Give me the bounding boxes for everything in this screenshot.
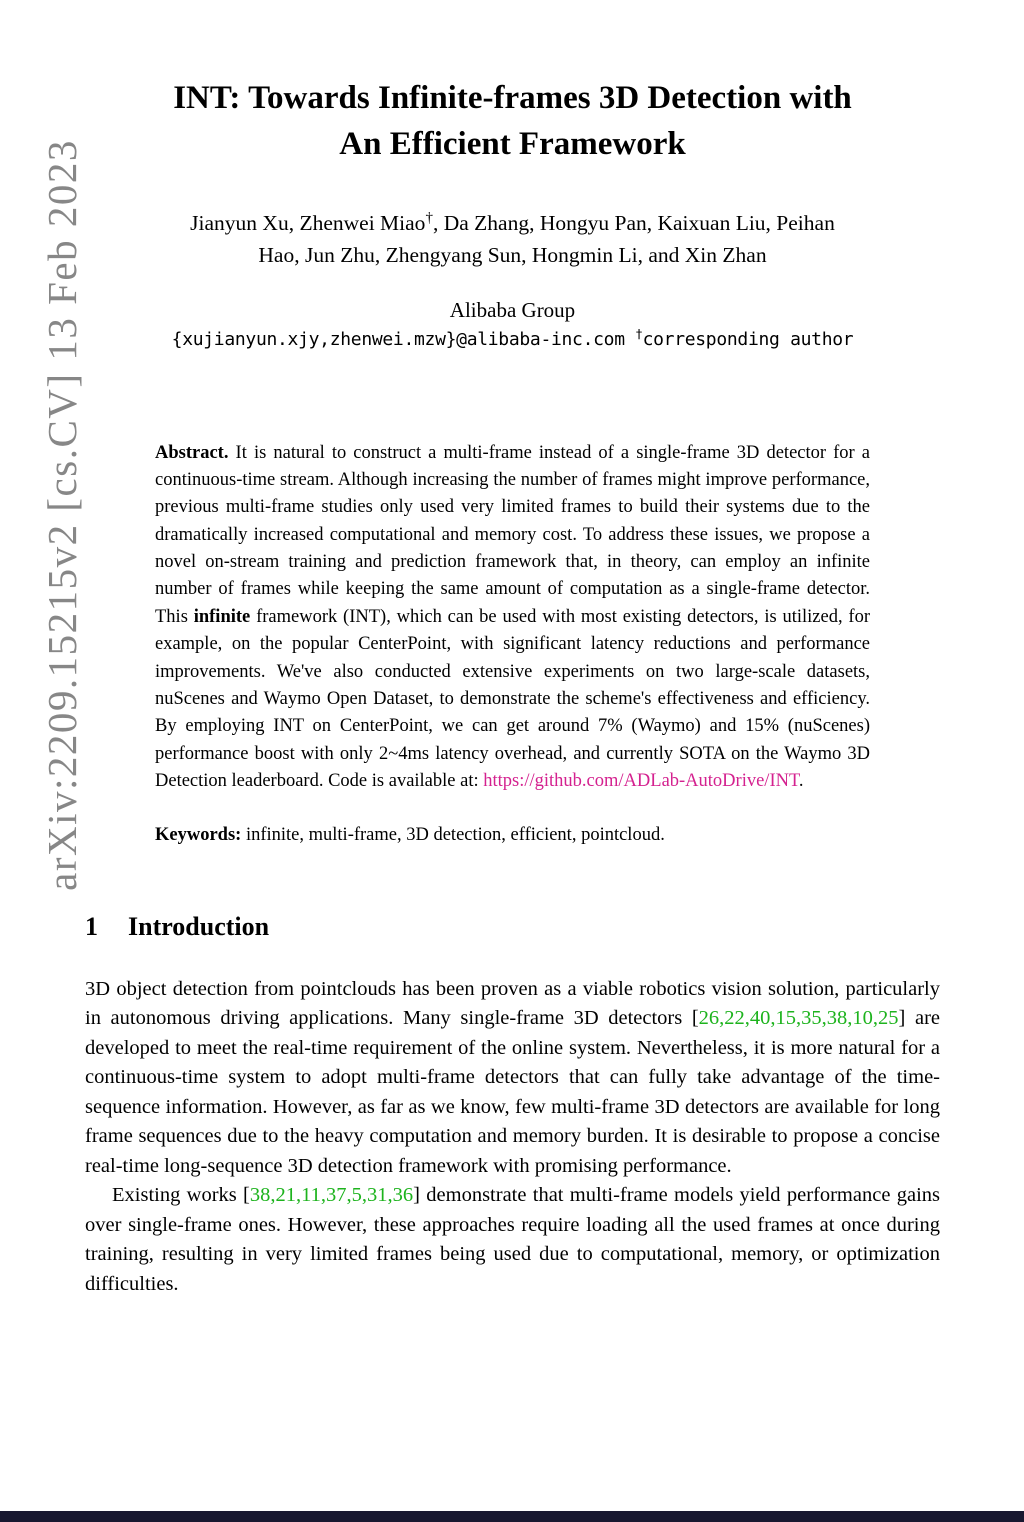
abstract-body <box>155 443 870 792</box>
keywords-label: Keywords: <box>155 825 242 846</box>
text-segment: Jianyun Xu, Zhenwei Miao <box>190 211 426 236</box>
author-list-line2: Hao, Jun Zhu, Zhengyang Sun, Hongmin Li, and Xin Zhan <box>258 243 767 268</box>
text-segment: infinite <box>193 606 251 627</box>
text-segment: ] demonstrate that multi-frame models yield performance gains over single-frame ones. However, these approaches require loading all the used frames at once during training, resulting in very limited frames being used due to computational, memory, or optimization difficulties. <box>85 1184 940 1295</box>
paper-title-line2: An Efficient Framework <box>339 125 686 162</box>
section-title: Introduction <box>128 911 270 941</box>
abstract <box>155 440 870 796</box>
text-segment: † <box>635 325 643 341</box>
author-list <box>85 207 940 272</box>
text-segment: , Da Zhang, Hongyu Pan, Kaixuan Liu, Peihan <box>432 211 835 236</box>
author-list-line1 <box>85 207 940 239</box>
next-page-edge <box>0 1511 1024 1522</box>
section-heading-introduction <box>85 912 940 942</box>
text-segment: framework (INT), which can be used with most existing detectors, is utilized, for example, on the popular CenterPoint, with significant latency reductions and performance improvements. We've also conducted extensive experiments on two large-scale datasets, nuScenes and Waymo Open Dataset, to demonstrate the scheme's effectiveness and efficiency. By employing INT on CenterPoint, we can get around 7% (Waymo) and 15% (nuScenes) performance boost with only 2~4ms latency overhead, and currently SOTA on the Waymo 3D Detection leaderboard. Code is available at: <box>155 606 871 792</box>
paper-title-line1: INT: Towards Infinite-frames 3D Detection with <box>173 80 852 116</box>
body-paragraph <box>85 975 940 1182</box>
url-link[interactable]: https://github.com/ADLab-AutoDrive/INT <box>483 771 799 792</box>
text-segment: {xujianyun.xjy,zhenwei.mzw}@alibaba-inc.com <box>171 328 636 350</box>
affiliation: Alibaba Group <box>449 297 576 322</box>
keywords-text: infinite, multi-frame, 3D detection, efficient, pointcloud. <box>241 825 665 846</box>
text-segment: ] are developed to meet the real-time requirement of the online system. Nevertheless, it is more natural for a continuous-time system to adopt multi-frame detectors that can fully take advantage of the time-sequence information. However, as far as we know, few multi-frame 3D detectors are available for long frame sequences due to the heavy computation and memory burden. It is desirable to propose a concise real-time long-sequence 3D detection framework with promising performance. <box>85 1007 940 1177</box>
citation-link[interactable]: 26,22,40,15,35,38,10,25 <box>698 1007 899 1030</box>
citation-link[interactable]: 38,21,11,37,5,31,36 <box>249 1184 414 1207</box>
paper-content <box>85 0 940 1299</box>
keywords <box>155 822 870 849</box>
section-number: 1 <box>85 911 98 941</box>
abstract-label: Abstract. <box>155 442 229 463</box>
body-paragraph <box>85 1181 940 1299</box>
text-segment: corresponding author <box>642 328 854 350</box>
text-segment: Existing works [ <box>112 1184 250 1207</box>
paper-title <box>85 76 940 167</box>
text-segment: . <box>798 771 804 792</box>
contact-email <box>85 325 940 350</box>
text-segment: † <box>425 209 433 226</box>
arxiv-watermark: arXiv:2209.15215v2 [cs.CV] 13 Feb 2023 <box>39 139 85 891</box>
text-segment: It is natural to construct a multi-frame instead of a single-frame 3D detector for a continuous-time stream. Although increasing the number of frames might improve performance, previous multi-frame studies only used very limited frames to build their systems due to the dramatically increased computational and memory cost. To address these issues, we propose a novel on-stream training and prediction framework that, in theory, can employ an infinite number of frames while keeping the same amount of computation as a single-frame detector. This <box>155 442 870 627</box>
text-segment: 3D object detection from pointclouds has been proven as a viable robotics vision solution, particularly in autonomous driving applications. Many single-frame 3D detectors [ <box>85 977 940 1030</box>
